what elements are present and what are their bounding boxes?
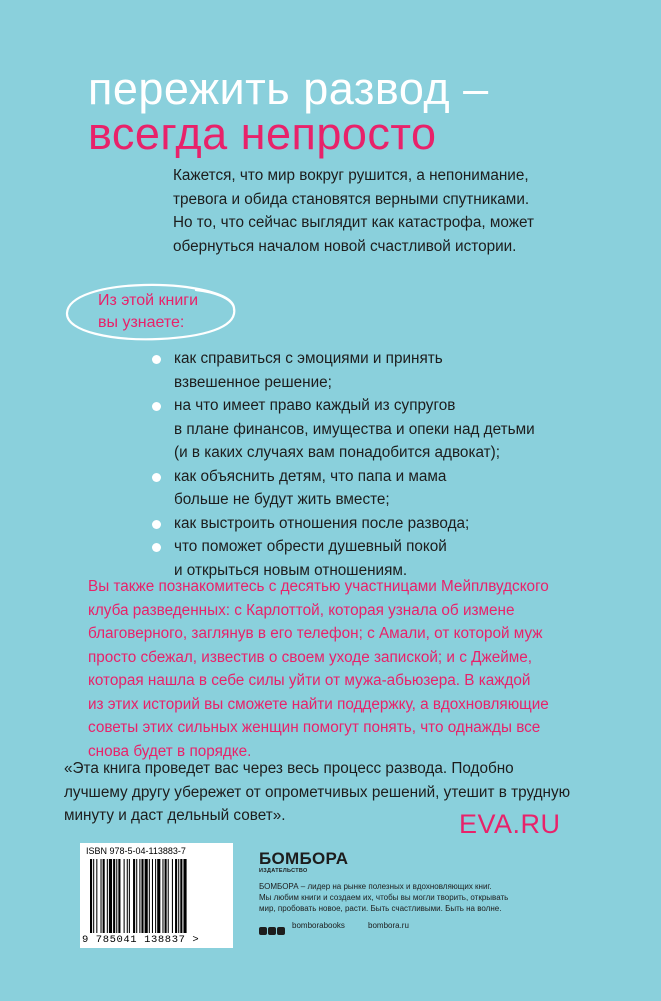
bullet-line: как выстроить отношения после развода; xyxy=(174,514,470,532)
club-line: просто сбежал, известив о своем уходе запиской; и с Джейме, xyxy=(88,648,533,666)
social-icons xyxy=(259,922,286,932)
vk-icon xyxy=(268,927,276,935)
learn-label-line: вы узнаете: xyxy=(98,314,185,331)
bullet-item xyxy=(152,394,622,465)
club-line: снова будет в порядке. xyxy=(88,742,252,760)
quote-source: EVA.RU xyxy=(459,809,561,839)
quote-line: лучшему другу убережет от опрометчивых решений, утешит в трудную xyxy=(64,783,571,801)
bullet-item xyxy=(152,465,622,512)
facebook-icon xyxy=(259,927,267,935)
bullet-line: взвешенное решение; xyxy=(174,373,332,391)
title-line-2: всегда непросто xyxy=(88,108,437,159)
learn-label xyxy=(98,290,238,334)
bullet-list xyxy=(152,347,622,582)
social-handle: bomborabooks xyxy=(292,921,345,930)
quote-line: минуту и даст дельный совет». xyxy=(64,807,286,824)
club-line: советы этих сильных женщин помогут понять, что однажды все xyxy=(88,719,541,736)
title-line-1: пережить развод – xyxy=(88,63,489,114)
club-line: Вы также познакомитесь с десятью участницами Мейплвудского xyxy=(88,578,549,595)
publisher-desc-line: Мы любим книги и создаем их, чтобы вы могли творить, открывать xyxy=(259,893,509,902)
barcode-icon xyxy=(88,859,225,934)
publisher-website: bombora.ru xyxy=(368,921,409,930)
bullet-line: больше не будут жить вместе; xyxy=(174,491,390,508)
bullet-line: на что имеет право каждый из супругов xyxy=(174,397,456,414)
publisher-desc-line: мир, пробовать новое, расти. Быть счастливыми. Быть на волне. xyxy=(259,904,502,913)
club-line: клуба разведенных: с Карлоттой, которая узнала об измене xyxy=(88,601,515,619)
instagram-icon xyxy=(277,927,285,935)
club-paragraph xyxy=(88,575,608,763)
intro-line: Но то, что сейчас выглядит как катастрофа, может xyxy=(173,214,534,231)
club-line: которая нашла в себе силы уйти от мужа-абьюзера. В каждой xyxy=(88,672,531,689)
publisher-desc-line: БОМБОРА – лидер на рынке полезных и вдохновляющих книг. xyxy=(259,882,492,891)
bullet-dot-icon xyxy=(152,355,161,364)
bullet-line: (и в каких случаях вам понадобится адвокат); xyxy=(174,444,500,461)
club-line: благоверного, заглянув в его телефон; с Амали, от которой муж xyxy=(88,625,543,642)
intro-line: Кажется, что мир вокруг рушится, а непонимание, xyxy=(173,167,529,184)
bullet-line: и открыться новым отношениям. xyxy=(174,561,408,579)
barcode-digits: 9 785041 138837 > xyxy=(82,934,200,946)
intro-paragraph xyxy=(173,164,613,258)
isbn-text: ISBN 978-5-04-113883-7 xyxy=(86,846,186,856)
bullet-dot-icon xyxy=(152,543,161,552)
bullet-line: в плане финансов, имущества и опеки над детьми xyxy=(174,420,535,438)
learn-label-line: Из этой книги xyxy=(98,292,199,309)
intro-line: тревога и обида становятся верными спутниками. xyxy=(173,190,530,208)
publisher-subtitle: ИЗДАТЕЛЬСТВО xyxy=(259,868,308,874)
bullet-item xyxy=(152,512,622,536)
club-line: из этих историй вы сможете найти поддержку, а вдохновляющие xyxy=(88,695,549,713)
bullet-line: как справиться с эмоциями и принять xyxy=(174,350,443,367)
bullet-item xyxy=(152,347,622,394)
barcode-panel xyxy=(80,843,233,948)
publisher-description xyxy=(259,881,599,914)
bullet-line: что поможет обрести душевный покой xyxy=(174,538,447,555)
intro-line: обернуться началом новой счастливой истории. xyxy=(173,237,517,255)
bullet-dot-icon xyxy=(152,402,161,411)
publisher-logo: БОМБОРА xyxy=(259,849,349,868)
bullet-line: как объяснить детям, что папа и мама xyxy=(174,467,447,485)
bullet-dot-icon xyxy=(152,473,161,482)
bullet-dot-icon xyxy=(152,520,161,529)
quote-line: «Эта книга проведет вас через весь процесс развода. Подобно xyxy=(64,760,514,777)
